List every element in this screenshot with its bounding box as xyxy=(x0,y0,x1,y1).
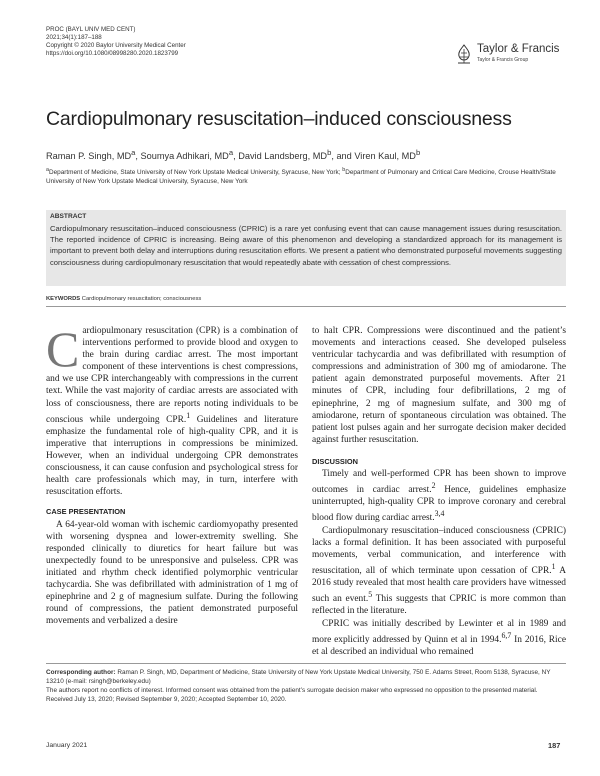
abstract-heading: ABSTRACT xyxy=(50,213,87,220)
divider xyxy=(46,306,566,307)
author-4: and Viren Kaul, MD xyxy=(336,151,416,162)
footnote-divider xyxy=(46,663,566,664)
publisher-name: Taylor & Francis xyxy=(477,43,560,55)
section-heading-discussion: DISCUSSION xyxy=(312,456,358,466)
drop-cap: C xyxy=(46,321,80,377)
intro-paragraph: Cardiopulmonary resuscitation (CPR) is a combination of interventions performed to provide blood and oxygen to the brain during cardiac arrest. The most important component of these interventions is chest compressions, and we use CPR interchangeably with compressions in the current text. While the vast majority of cardiac arrests are associated with loss of consciousness, there are reports noting individuals to be conscious while undergoing CPR.$^1$ Guidelines and literature emphasize the fundamental role of high-quality CPR, and it is imperative that interruptions in compressions be minimized. However, when an individual undergoing CPR demonstrates consciousness, it can cause confusion and psychological stress for health care professionals which may, in turn, interfere with resuscitation efforts. xyxy=(46,321,298,498)
article-title: Cardiopulmonary resuscitation–induced consciousness xyxy=(46,108,512,130)
page-number: 187 xyxy=(548,741,561,750)
journal-name: PROC (BAYL UNIV MED CENT) xyxy=(46,26,136,33)
publisher-group: Taylor & Francis Group xyxy=(477,57,529,63)
publisher-logo xyxy=(455,42,575,68)
article-dates: Received July 13, 2020; Revised September 9, 2020; Accepted September 10, 2020. xyxy=(46,696,287,703)
footnotes xyxy=(46,668,566,704)
author-3: David Landsberg, MD xyxy=(238,151,328,162)
journal-meta xyxy=(46,26,186,58)
discussion-paragraph-1: Timely and well-performed CPR has been shown to improve outcomes in cardiac arrest.$^2$ Hence, guidelines emphasize uninterrupted, high-quality CPR to improve coronary and cerebral blood flow during cardiac arrest.$^{3,4}$ xyxy=(312,469,566,524)
author-1: Raman P. Singh, MD xyxy=(46,151,132,162)
copyright-line: Copyright © 2020 Baylor University Medical Center xyxy=(46,42,186,49)
copyright-icon: © xyxy=(74,42,79,49)
author-2: Soumya Adhikari, MD xyxy=(140,151,229,162)
keywords: KEYWORDS Cardiopulmonary resuscitation; consciousness xyxy=(46,296,202,302)
conflict-statement: The authors report no conflicts of interest. Informed consent was obtained from the patient’s surrogate decision maker who expressed no opposition to the presented material. xyxy=(46,687,538,694)
issue-date: January 2021 xyxy=(46,742,88,749)
case-continued-paragraph: to halt CPR. Compressions were discontinued and the patient’s movements and interactions ceased. She developed pulseless ventricular tachycardia and was defibrillated with resumption of compressions and administration of 300 mg of amiodarone. The patient again demonstrated purposeful movements. After 21 minutes of CPR, including four defibrillations, 2 mg of epinephrine, 2 mg of magnesium sulfate, and 300 mg of amiodarone, return of spontaneous circulation was obtained. The patient lost pulses again and her surrogate decision maker decided against further resuscitation. xyxy=(312,326,566,445)
volume-pages: 2021;34(1):187–188 xyxy=(46,34,102,41)
abstract-box xyxy=(46,210,566,286)
doi-link[interactable]: https://doi.org/10.1080/08998280.2020.1823799 xyxy=(46,50,179,57)
discussion-paragraph-3: CPRIC was initially described by Lewinter et al in 1989 and more explicitly addressed by Quinn et al in 1994.$^{6,7}$ In 2016, Rice et al described an individual who remained xyxy=(312,618,566,657)
right-column xyxy=(312,325,566,658)
publisher-logo-icon xyxy=(455,44,473,64)
section-heading-case: CASE PRESENTATION xyxy=(46,507,126,517)
case-paragraph: A 64-year-old woman with ischemic cardiomyopathy presented with worsening dyspnea and lower-extremity swelling. She responded clinically to diuretics for heart failure but was unexpectedly found to be unresponsive and pulseless. CPR was initiated and rhythm check identified polymorphic ventricular tachycardia. She was defibrillated with administration of 1 mg of epinephrine and 2 g of magnesium sulfate. During the following round of compressions, the patient demonstrated purposeful movements and verbalized a desire xyxy=(46,519,298,627)
author-list: Raman P. Singh, $MD^a$, Soumya Adhikari, $MD^a$, David Landsberg, $MD^b$, and Viren Kaul, $MD^b$ xyxy=(46,148,421,162)
affiliations: $^a$Department of Medicine, State University of New York Upstate Medical University, Syracuse, New York; $^b$Department of Pulmonary and Critical Care Medicine, Crouse Health/State University of New York Upstate Medical University, Syracuse, New York xyxy=(46,167,556,186)
abstract-text: Cardiopulmonary resuscitation–induced consciousness (CPRIC) is a rare yet confusing event that can cause management issues during resuscitation. The reported incidence of CPRIC is increasing. Being aware of this phenomenon and developing a standardized approach for its management is important to prevent both delay and interruptions during resuscitation efforts. We present a patient who demonstrated purposeful movements suggesting consciousness during cardiopulmonary resuscitation that would repeatedly abate with cessation of chest compressions. xyxy=(50,224,562,267)
discussion-paragraph-2: Cardiopulmonary resuscitation–induced consciousness (CPRIC) lacks a formal definition. It has been associated with purposeful movements, verbal communication, and interference with resuscitation, all of which terminate upon cessation of CPR.$^1$ A 2016 study revealed that most health care providers have witnessed such an event.$^5$ This suggests that CPRIC is more common than reflected in the literature. xyxy=(312,525,566,617)
left-column xyxy=(46,321,298,627)
corresponding-author: Corresponding author: Raman P. Singh, MD, Department of Medicine, State University of New York Upstate Medical University, 750 E. Adams Street, Room 5138, Syracuse, NY 13210 (e-mail: rsingh@berkeley.edu) xyxy=(46,669,551,685)
